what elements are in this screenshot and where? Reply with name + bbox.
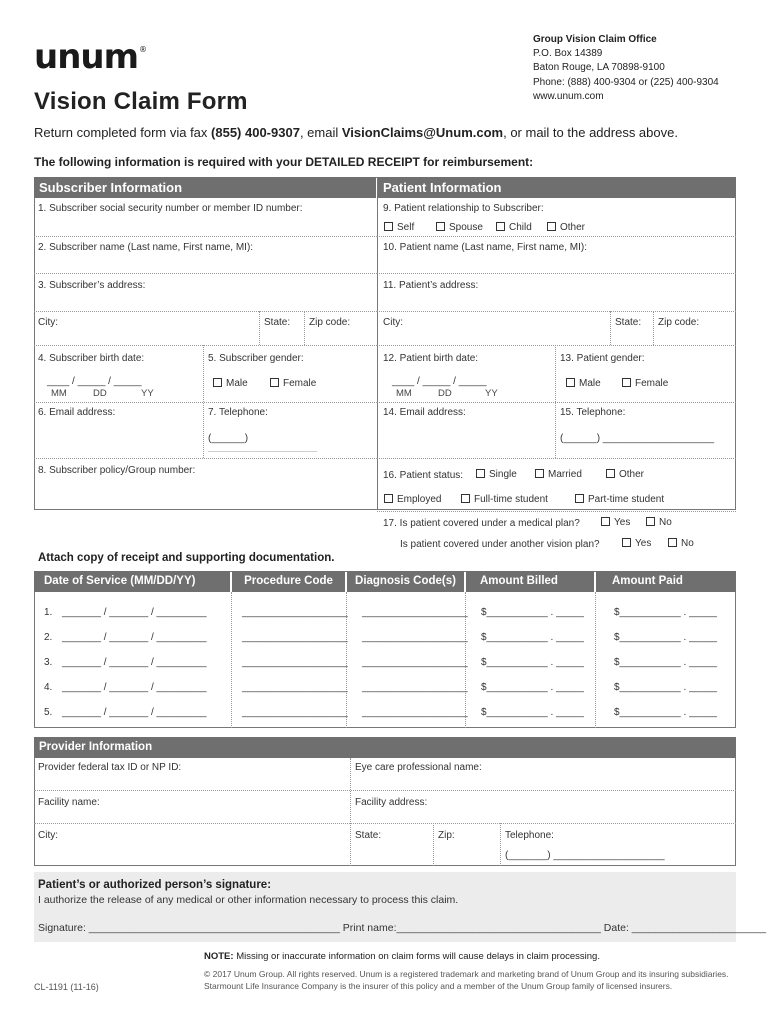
row-number: 5.: [44, 707, 53, 718]
diagnosis-code-field[interactable]: ___________________: [362, 707, 468, 718]
amount-paid-field[interactable]: $___________ . _____: [614, 707, 717, 718]
subscriber-birthdate-label: 4. Subscriber birth date:: [38, 353, 145, 364]
date-of-service-field[interactable]: _______ / _______ / _________: [62, 607, 207, 618]
provider-tax-id-field[interactable]: Provider federal tax ID or NP ID:: [38, 762, 182, 773]
subscriber-birthdate-field[interactable]: ____ / _____ / _____: [47, 376, 142, 387]
checkbox-icon[interactable]: [270, 378, 279, 387]
subscriber-telephone-line: ____________________________: [208, 445, 318, 452]
unum-logo: unum®: [34, 37, 147, 77]
subscriber-zip-field[interactable]: Zip code:: [309, 317, 351, 328]
amount-paid-field[interactable]: $___________ . _____: [614, 657, 717, 668]
divider: [377, 236, 736, 237]
divider: [34, 790, 736, 791]
date-of-service-field[interactable]: _______ / _______ / _________: [62, 707, 207, 718]
amount-paid-field[interactable]: $___________ . _____: [614, 632, 717, 643]
divider: [350, 758, 351, 866]
subscriber-policy-field[interactable]: 8. Subscriber policy/Group number:: [38, 465, 196, 476]
status-married-option[interactable]: Married: [535, 469, 582, 480]
subscriber-name-field[interactable]: 2. Subscriber name (Last name, First name, MI):: [38, 242, 254, 253]
patient-telephone-label: 15. Telephone:: [560, 407, 626, 418]
procedure-code-field[interactable]: ___________________: [242, 682, 348, 693]
patient-city-field[interactable]: City:: [383, 317, 403, 328]
amount-billed-field[interactable]: $___________ . _____: [481, 632, 584, 643]
relationship-other-option[interactable]: Other: [547, 222, 585, 233]
row-number: 2.: [44, 632, 53, 643]
procedure-code-field[interactable]: ___________________: [242, 632, 348, 643]
col-amount-paid: Amount Paid: [596, 571, 736, 592]
row-number: 4.: [44, 682, 53, 693]
col-diagnosis-code: Diagnosis Code(s): [347, 571, 464, 592]
provider-telephone-label: Telephone:: [505, 830, 554, 841]
subscriber-female-option[interactable]: Female: [270, 378, 316, 389]
checkbox-icon[interactable]: [496, 222, 505, 231]
diagnosis-code-field[interactable]: ___________________: [362, 657, 468, 668]
divider: [34, 273, 377, 274]
divider: [203, 345, 204, 458]
medical-plan-question: 17. Is patient covered under a medical plan?: [383, 518, 580, 529]
patient-female-option[interactable]: Female: [622, 378, 668, 389]
subscriber-id-field[interactable]: 1. Subscriber social security number or member ID number:: [38, 203, 303, 214]
checkbox-icon[interactable]: [575, 494, 584, 503]
mm-label: MM: [396, 388, 412, 399]
form-title: Vision Claim Form: [34, 88, 248, 115]
dd-label: DD: [93, 388, 107, 399]
row-number: 1.: [44, 607, 53, 618]
divider: [377, 311, 736, 312]
date-of-service-field[interactable]: _______ / _______ / _________: [62, 632, 207, 643]
office-web[interactable]: www.unum.com: [533, 90, 604, 102]
medical-plan-yes[interactable]: Yes: [601, 517, 630, 528]
office-address: [533, 33, 719, 104]
patient-zip-field[interactable]: Zip code:: [658, 317, 700, 328]
status-single-option[interactable]: Single: [476, 469, 517, 480]
relationship-self-option[interactable]: Self: [384, 222, 414, 233]
signature-header: Patient’s or authorized person’s signature:: [38, 879, 272, 891]
checkbox-icon[interactable]: [461, 494, 470, 503]
amount-billed-field[interactable]: $___________ . _____: [481, 682, 584, 693]
services-table: [34, 571, 736, 728]
checkbox-icon[interactable]: [622, 378, 631, 387]
status-parttime-option[interactable]: Part-time student: [575, 494, 664, 505]
copyright-line-2: Starmount Life Insurance Company is the insurer of this policy and a member of the Unum Group family of licensed insurers.: [204, 981, 673, 991]
divider: [377, 458, 736, 459]
divider: [653, 311, 654, 345]
checkbox-icon[interactable]: [566, 378, 575, 387]
office-po: P.O. Box 14389: [533, 48, 603, 60]
divider: [595, 592, 596, 728]
divider: [377, 345, 736, 346]
fax-number: (855) 400-9307: [211, 125, 300, 140]
amount-billed-field[interactable]: $___________ . _____: [481, 657, 584, 668]
provider-city-field[interactable]: City:: [38, 830, 58, 841]
col-date-of-service: Date of Service (MM/DD/YY): [34, 571, 230, 592]
patient-header: Patient Information: [378, 177, 736, 198]
relationship-child-option[interactable]: Child: [496, 222, 532, 233]
divider: [610, 311, 611, 345]
procedure-code-field[interactable]: ___________________: [242, 657, 348, 668]
patient-relationship-label: 9. Patient relationship to Subscriber:: [383, 203, 544, 214]
vision-plan-no[interactable]: No: [668, 538, 694, 549]
divider: [34, 402, 377, 403]
divider: [433, 823, 434, 866]
col-amount-billed: Amount Billed: [466, 571, 594, 592]
patient-birthdate-field[interactable]: ____ / _____ / _____: [392, 376, 487, 387]
checkbox-icon[interactable]: [436, 222, 445, 231]
procedure-code-field[interactable]: ___________________: [242, 607, 348, 618]
dd-label: DD: [438, 388, 452, 399]
patient-birthdate-label: 12. Patient birth date:: [383, 353, 479, 364]
subscriber-gender-label: 5. Subscriber gender:: [208, 353, 304, 364]
divider: [34, 311, 377, 312]
claim-email[interactable]: VisionClaims@Unum.com: [341, 125, 504, 140]
authorization-text: I authorize the release of any medical or other information necessary to process this claim.: [38, 894, 459, 906]
yy-label: YY: [485, 388, 498, 399]
subscriber-city-field[interactable]: City:: [38, 317, 58, 328]
procedure-code-field[interactable]: ___________________: [242, 707, 348, 718]
divider: [34, 236, 377, 237]
date-of-service-field[interactable]: _______ / _______ / _________: [62, 682, 207, 693]
vision-plan-yes[interactable]: Yes: [622, 538, 651, 549]
checkbox-icon[interactable]: [476, 469, 485, 478]
note-text: NOTE: Missing or inaccurate information on claim forms will cause delays in claim processing.: [204, 951, 600, 962]
checkbox-icon[interactable]: [622, 538, 631, 547]
divider: [259, 311, 260, 345]
divider: [555, 345, 556, 458]
provider-telephone-field[interactable]: (_______) ____________________: [505, 850, 665, 861]
diagnosis-code-field[interactable]: ___________________: [362, 607, 468, 618]
relationship-spouse-option[interactable]: Spouse: [436, 222, 483, 233]
row-number: 3.: [44, 657, 53, 668]
subscriber-telephone-label: 7. Telephone:: [208, 407, 268, 418]
section-divider: [377, 177, 378, 510]
subscriber-email-field[interactable]: 6. Email address:: [38, 407, 116, 418]
patient-male-option[interactable]: Male: [566, 378, 601, 389]
intro-text: Return completed form via fax (855) 400-9307, email VisionClaims@Unum.com, or mail to the address above.: [34, 125, 678, 140]
checkbox-icon[interactable]: [601, 517, 610, 526]
status-fulltime-option[interactable]: Full-time student: [461, 494, 548, 505]
checkbox-icon[interactable]: [668, 538, 677, 547]
office-city: Baton Rouge, LA 70898-9100: [533, 62, 665, 74]
vision-plan-question: Is patient covered under another vision plan?: [400, 539, 600, 550]
required-note: The following information is required with your DETAILED RECEIPT for reimbursement:: [34, 155, 534, 169]
signature-line[interactable]: Signature: ___________________________________________ Print name:___________________________________ Date: _______________________: [38, 922, 767, 934]
subscriber-state-field[interactable]: State:: [264, 317, 291, 328]
date-of-service-field[interactable]: _______ / _______ / _________: [62, 657, 207, 668]
amount-billed-field[interactable]: $___________ . _____: [481, 707, 584, 718]
patient-status-label: 16. Patient status:: [383, 470, 464, 481]
diagnosis-code-field[interactable]: ___________________: [362, 682, 468, 693]
copyright-line-1: © 2017 Unum Group. All rights reserved. Unum is a registered trademark and marketing brand of Unum Group and its insuring subsidiaries.: [204, 969, 729, 979]
patient-gender-label: 13. Patient gender:: [560, 353, 645, 364]
divider: [304, 311, 305, 345]
divider: [231, 592, 232, 728]
col-procedure-code: Procedure Code: [232, 571, 345, 592]
provider-zip-field[interactable]: Zip:: [438, 830, 455, 841]
yy-label: YY: [141, 388, 154, 399]
provider-state-field[interactable]: State:: [355, 830, 382, 841]
checkbox-icon[interactable]: [535, 469, 544, 478]
office-phone: Phone: (888) 400-9304 or (225) 400-9304: [533, 76, 719, 88]
divider: [377, 511, 736, 512]
divider: [377, 273, 736, 274]
form-code: CL-1191 (11-16): [34, 982, 99, 992]
checkbox-icon[interactable]: [213, 378, 222, 387]
provider-header: Provider Information: [34, 737, 736, 758]
subscriber-telephone-field[interactable]: (______): [208, 433, 249, 444]
status-other-option[interactable]: Other: [606, 469, 644, 480]
facility-address-field[interactable]: Facility address:: [355, 797, 428, 808]
divider: [34, 823, 736, 824]
divider: [500, 823, 501, 866]
checkbox-icon[interactable]: [384, 222, 393, 231]
patient-address-field[interactable]: 11. Patient’s address:: [383, 280, 479, 291]
patient-name-field[interactable]: 10. Patient name (Last name, First name, MI):: [383, 242, 587, 253]
facility-name-field[interactable]: Facility name:: [38, 797, 100, 808]
checkbox-icon[interactable]: [384, 494, 393, 503]
checkbox-icon[interactable]: [547, 222, 556, 231]
subscriber-address-field[interactable]: 3. Subscriber’s address:: [38, 280, 146, 291]
mm-label: MM: [51, 388, 67, 399]
checkbox-icon[interactable]: [606, 469, 615, 478]
divider: [34, 458, 377, 459]
amount-paid-field[interactable]: $___________ . _____: [614, 607, 717, 618]
divider: [377, 402, 736, 403]
subscriber-header: Subscriber Information: [34, 177, 376, 198]
amount-paid-field[interactable]: $___________ . _____: [614, 682, 717, 693]
status-employed-option[interactable]: Employed: [384, 494, 441, 505]
office-name: Group Vision Claim Office: [533, 34, 657, 45]
patient-email-field[interactable]: 14. Email address:: [383, 407, 466, 418]
checkbox-icon[interactable]: [646, 517, 655, 526]
diagnosis-code-field[interactable]: ___________________: [362, 632, 468, 643]
medical-plan-no[interactable]: No: [646, 517, 672, 528]
divider: [34, 345, 377, 346]
patient-state-field[interactable]: State:: [615, 317, 642, 328]
attach-note: Attach copy of receipt and supporting documentation.: [38, 552, 335, 564]
eye-care-professional-field[interactable]: Eye care professional name:: [355, 762, 482, 773]
subscriber-male-option[interactable]: Male: [213, 378, 248, 389]
amount-billed-field[interactable]: $___________ . _____: [481, 607, 584, 618]
patient-telephone-field[interactable]: (______) ____________________: [560, 433, 715, 444]
